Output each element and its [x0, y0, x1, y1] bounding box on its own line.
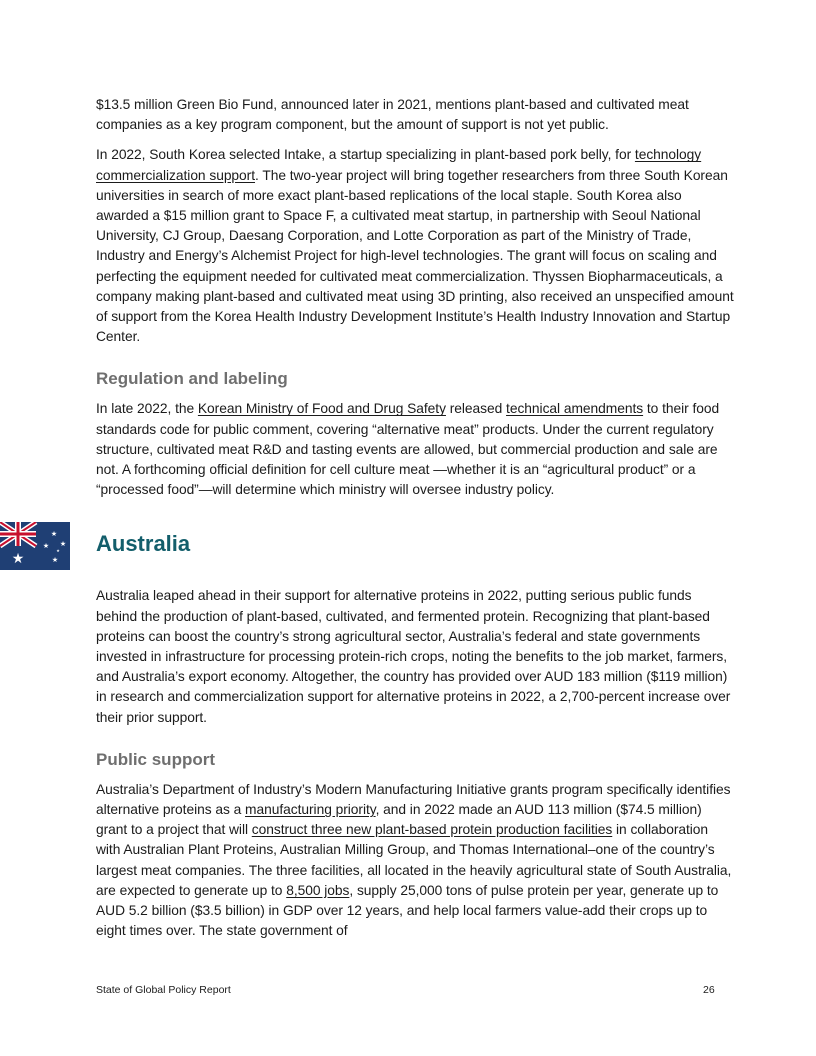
text-run: released	[445, 401, 507, 417]
text-run: in collaboration with Australian Plant Proteins, Australian Milling Group, and Thomas International–one of the country’s largest meat companies. The three facilities, all located in the heavily agricultural state of South Australia, are expected to generate up to	[96, 822, 732, 898]
australia-flag-graphic	[0, 522, 70, 570]
korean-ministry-link[interactable]: Korean Ministry of Food and Drug Safety	[197, 401, 446, 417]
svg-text:★: ★	[56, 548, 60, 553]
text-run: to their food standards code for public comment, covering “alternative meat” products. Under the current regulatory structure, cultivated meat R&D and tasting events are allowed, but commercial production and sale are not. A forthcoming official definition for cell culture meat —whether it is an “agricultural product” or a “processed food”—will determine which ministry will oversee industry policy.	[96, 401, 720, 498]
svg-text:★: ★	[59, 540, 67, 548]
text-run: In 2022, South Korea selected Intake, a startup specializing in plant-based pork belly, for	[96, 147, 635, 163]
text-run: . The two-year project will bring together researchers from three South Korean universities in search of more exact plant-based replications of the local staple. South Korea also awarded a $15 million grant to Space F, a cultivated meat startup, in partnership with Seoul National University, CJ Group, Daesang Corporation, and Lotte Corporation as part of the Ministry of Trade, Industry and Energy’s Alchemist Project for high-level technologies. The grant will focus on scaling and perfecting the equipment needed for cultivated meat commercialization. Thyssen Biopharmaceuticals, a company making plant-based and cultivated meat using 3D printing, also received an unspecified amount of support from the Korea Health Industry Development Institute’s Health Industry Innovation and Startup Center.	[96, 167, 734, 345]
intro-paragraph-1: $13.5 million Green Bio Fund, announced later in 2021, mentions plant-based and cultivated meat companies as a key program component, but the amount of support is not yet public.	[96, 97, 689, 133]
footer-page-number: 26	[703, 984, 715, 996]
public-support-paragraph	[96, 780, 736, 942]
public-support-heading: Public support	[96, 749, 215, 769]
jobs-link[interactable]: 8,500 jobs	[286, 882, 350, 898]
page-content	[96, 95, 736, 942]
intro-paragraph-2	[96, 145, 736, 347]
text-run: Australia’s Department of Industry’s Modern Manufacturing Initiative grants program specifically identifies alternative proteins as a	[96, 781, 731, 818]
text-run: , supply 25,000 tons of pulse protein per year, generate up to AUD 5.2 billion ($3.5 billion) in GDP over 12 years, and help local farmers value-add their crops up to eight times over. The state government of	[96, 882, 719, 939]
manufacturing-priority-link[interactable]: manufacturing priority	[245, 802, 376, 818]
technical-amendments-link[interactable]: technical amendments	[506, 401, 644, 417]
svg-text:★: ★	[50, 530, 58, 538]
regulation-heading: Regulation and labeling	[96, 369, 288, 389]
australia-flag-icon	[0, 522, 70, 570]
text-run: , and in 2022 made an AUD 113 million ($74.5 million) grant to a project that will	[96, 802, 702, 838]
australia-intro-paragraph: Australia leaped ahead in their support for alternative proteins in 2022, putting serious public funds behind the production of plant-based, cultivated, and fermented protein. Recognizing that plant-based proteins can boost the country’s strong agricultural sector, Australia’s federal and state governments invested in infrastructure for processing protein-rich crops, noting the benefits to the job market, farmers, and Australia’s export economy. Altogether, the country has provided over AUD 183 million ($119 million) in research and commercialization support for alternative proteins in 2022, a 2,700-percent increase over their prior support.	[96, 588, 731, 725]
svg-text:★: ★	[11, 551, 25, 567]
text-run: In late 2022, the	[96, 401, 198, 417]
technology-commercialization-link[interactable]: technology commercialization support	[96, 147, 702, 183]
australia-heading: Australia	[96, 531, 191, 557]
svg-text:★: ★	[42, 542, 50, 550]
svg-text:★: ★	[51, 556, 59, 564]
construct-facilities-link[interactable]: construct three new plant-based protein production facilities	[251, 822, 613, 838]
regulation-paragraph	[96, 399, 736, 500]
footer-report-title: State of Global Policy Report	[96, 984, 231, 996]
